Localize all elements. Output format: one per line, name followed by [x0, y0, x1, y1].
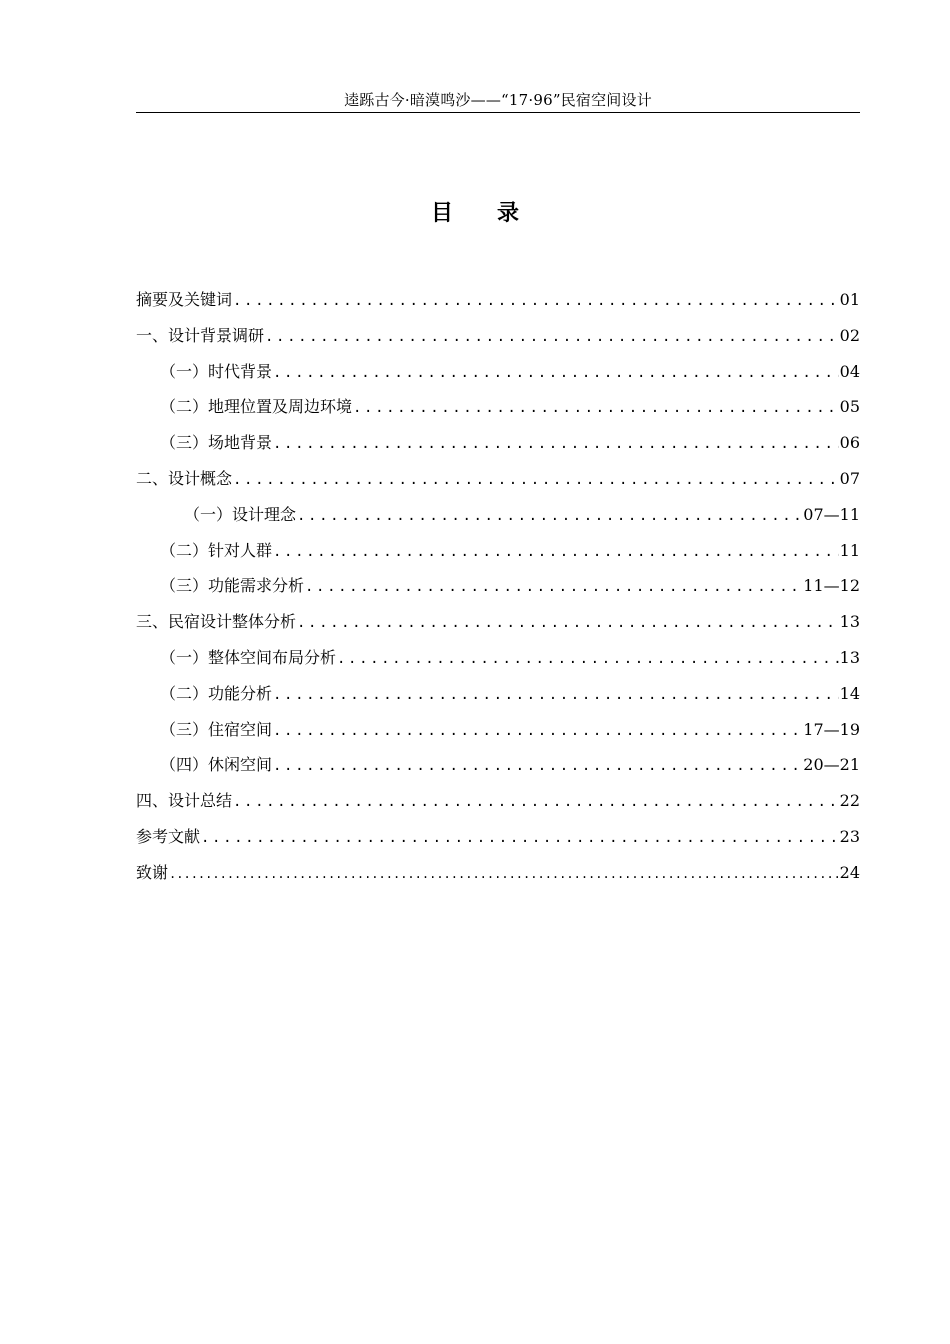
- toc-entry-page: 11—12: [803, 576, 860, 596]
- toc-entry-page: 20—21: [803, 755, 860, 775]
- toc-entry-label: （一）时代背景: [160, 361, 273, 381]
- toc-leader-dots: [273, 718, 802, 744]
- toc-entry-page: 07—11: [803, 504, 860, 524]
- toc-entry-page: 14: [839, 683, 860, 703]
- toc-leader-dots: [273, 753, 802, 779]
- toc-leader-dots: [337, 646, 839, 672]
- page-title: [0, 198, 950, 230]
- toc-entry-page: 02: [839, 325, 860, 345]
- toc-entry: [136, 502, 860, 538]
- toc-entry-label: 摘要及关键词: [136, 290, 233, 309]
- toc-entry: [136, 645, 860, 681]
- toc-entry-label: （二）功能分析: [160, 683, 273, 703]
- toc-entry-label: （二）地理位置及周边环境: [160, 397, 353, 417]
- toc-entry-label: （三）场地背景: [160, 433, 273, 453]
- toc-entry: [136, 538, 860, 574]
- toc-entry: [136, 323, 860, 359]
- toc-entry: [136, 609, 860, 645]
- toc-entry-page: 23: [839, 826, 860, 846]
- toc-entry: [136, 287, 860, 323]
- toc-leader-dots: [169, 861, 839, 887]
- toc-leader-dots: [233, 467, 839, 493]
- toc-entry-label: 二、设计概念: [136, 468, 233, 488]
- toc-entry-page: 17—19: [803, 719, 860, 739]
- toc-entry-page: 13: [839, 612, 860, 632]
- toc-entry-label: 一、设计背景调研: [136, 325, 265, 345]
- toc-leader-dots: [305, 574, 802, 600]
- table-of-contents: [136, 287, 860, 896]
- toc-entry-label: （四）休闲空间: [160, 755, 273, 775]
- toc-entry-page: 11: [839, 540, 860, 560]
- toc-entry-label: 参考文献: [136, 826, 201, 846]
- toc-entry-label: 四、设计总结: [136, 791, 233, 811]
- toc-leader-dots: [201, 825, 839, 851]
- toc-leader-dots: [273, 360, 839, 386]
- toc-leader-dots: [273, 431, 839, 457]
- toc-entry-page: 24: [839, 862, 860, 882]
- toc-entry-label: （二）针对人群: [160, 540, 273, 560]
- toc-entry-label: 致谢: [136, 862, 169, 882]
- title-char-1: 目: [430, 201, 453, 226]
- toc-entry: [136, 752, 860, 788]
- toc-entry-label: （三）功能需求分析: [160, 576, 305, 596]
- toc-entry-label: 三、民宿设计整体分析: [136, 612, 297, 632]
- toc-entry-label: （三）住宿空间: [160, 719, 273, 739]
- toc-entry: [136, 359, 860, 395]
- toc-leader-dots: [265, 324, 839, 350]
- toc-entry: [136, 430, 860, 466]
- running-header: 逵跞古今·暗漠鸣沙——“17·96”民宿空间设计: [136, 90, 860, 113]
- toc-leader-dots: [273, 682, 839, 708]
- toc-entry: [136, 573, 860, 609]
- toc-entry-page: 13: [839, 647, 860, 667]
- toc-leader-dots: [353, 395, 839, 421]
- toc-entry-page: 04: [839, 361, 860, 381]
- toc-leader-dots: [273, 539, 839, 565]
- toc-entry: [136, 717, 860, 753]
- toc-entry-page: 01: [839, 290, 860, 309]
- toc-leader-dots: [297, 610, 839, 636]
- toc-entry-page: 07: [839, 468, 860, 488]
- toc-entry: [136, 860, 860, 896]
- toc-entry: [136, 394, 860, 430]
- toc-entry-label: （一）设计理念: [184, 504, 297, 524]
- toc-leader-dots: [233, 789, 839, 815]
- toc-leader-dots: [297, 503, 802, 529]
- toc-entry: [136, 824, 860, 860]
- toc-leader-dots: [233, 288, 839, 314]
- toc-entry-page: 22: [839, 791, 860, 811]
- toc-entry-page: 05: [839, 397, 860, 417]
- title-char-2: 录: [497, 201, 520, 226]
- toc-entry: [136, 788, 860, 824]
- toc-entry: [136, 466, 860, 502]
- toc-entry: [136, 681, 860, 717]
- toc-entry-page: 06: [839, 433, 860, 453]
- toc-entry-label: （一）整体空间布局分析: [160, 647, 337, 667]
